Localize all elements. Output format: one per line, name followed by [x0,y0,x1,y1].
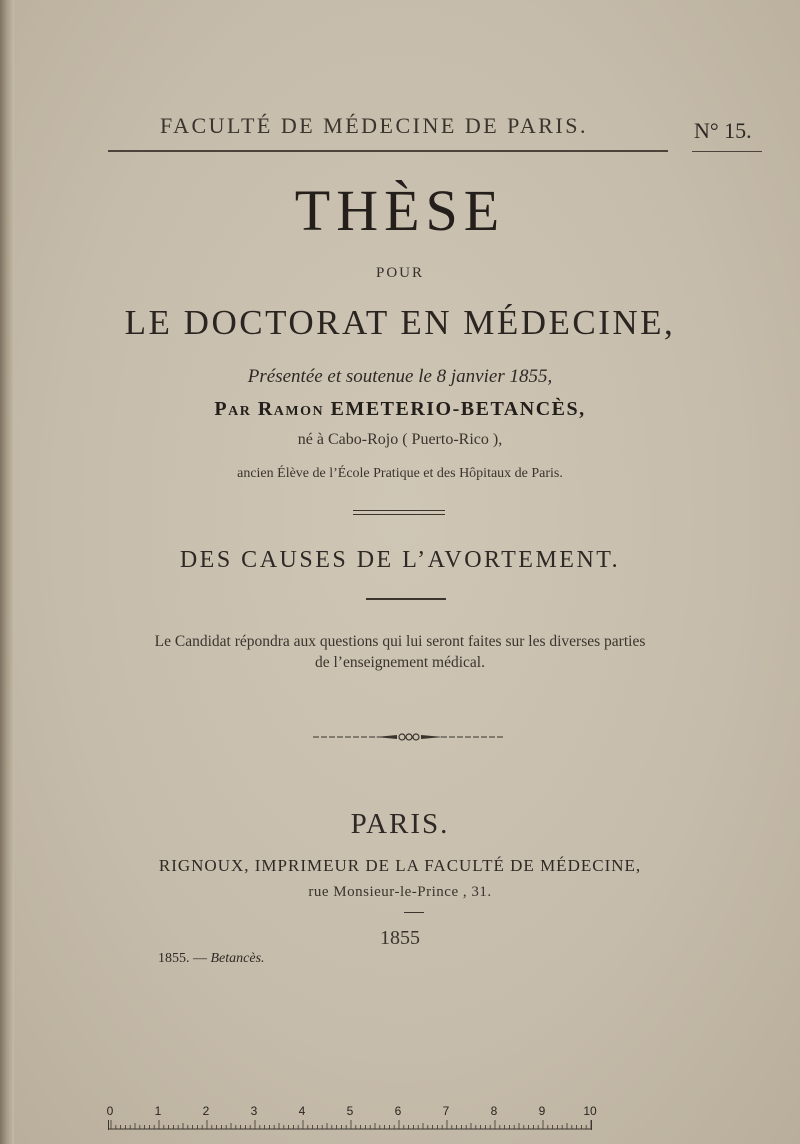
ornament-divider [313,730,503,744]
faculty-header: FACULTÉ DE MÉDECINE DE PARIS. [160,113,588,138]
ruler-label: 7 [442,1104,450,1118]
footnote-year: 1855. — [158,951,207,966]
signature-footnote [158,951,265,967]
degree-title: LE DOCTORAT EN MÉDECINE, [124,303,676,342]
header-rule [108,150,668,152]
ruler-label: 2 [202,1104,210,1118]
presentation-date: Présentée et soutenue le 8 janvier 1855, [247,366,553,387]
imprint-city: PARIS. [350,808,450,840]
birth-line: né à Cabo-Rojo ( Puerto-Rico ), [297,431,503,448]
candidate-note-line-1: Le Candidat répondra aux questions qui lui seront faites sur les diverses parties [154,633,646,650]
ruler-label: 3 [250,1104,258,1118]
pour-label: POUR [375,265,424,281]
thesis-title: THÈSE [294,178,506,243]
ruler-label: 9 [538,1104,546,1118]
author-line: Par Ramon EMETERIO-BETANCÈS, [214,398,586,420]
candidate-note-line-2: de l’enseignement médical. [314,654,485,671]
double-rule-divider [353,510,445,515]
ruler-label: 10 [583,1104,597,1118]
ruler-label: 5 [346,1104,354,1118]
former-student-line: ancien Élève de l’École Pratique et des Hôpitaux de Paris. [237,466,563,481]
short-rule [404,912,424,913]
thesis-number: N° 15. [694,118,752,143]
imprint-year: 1855 [380,927,420,949]
ruler-label: 0 [106,1104,114,1118]
ruler-label: 1 [154,1104,162,1118]
scale-ruler [104,1104,596,1134]
ruler-label: 6 [394,1104,402,1118]
header-rule-right [692,151,762,152]
thesis-subject: DES CAUSES DE L’AVORTEMENT. [179,547,621,573]
ruler-label: 4 [298,1104,306,1118]
ruler-bar [108,1120,592,1130]
imprint-printer: RIGNOUX, IMPRIMEUR DE LA FACULTÉ DE MÉDECINE, [158,856,642,875]
imprint-address: rue Monsieur-le-Prince , 31. [308,884,492,900]
ruler-label: 8 [490,1104,498,1118]
footnote-name: Betancès. [210,951,265,966]
subject-rule [366,598,446,600]
